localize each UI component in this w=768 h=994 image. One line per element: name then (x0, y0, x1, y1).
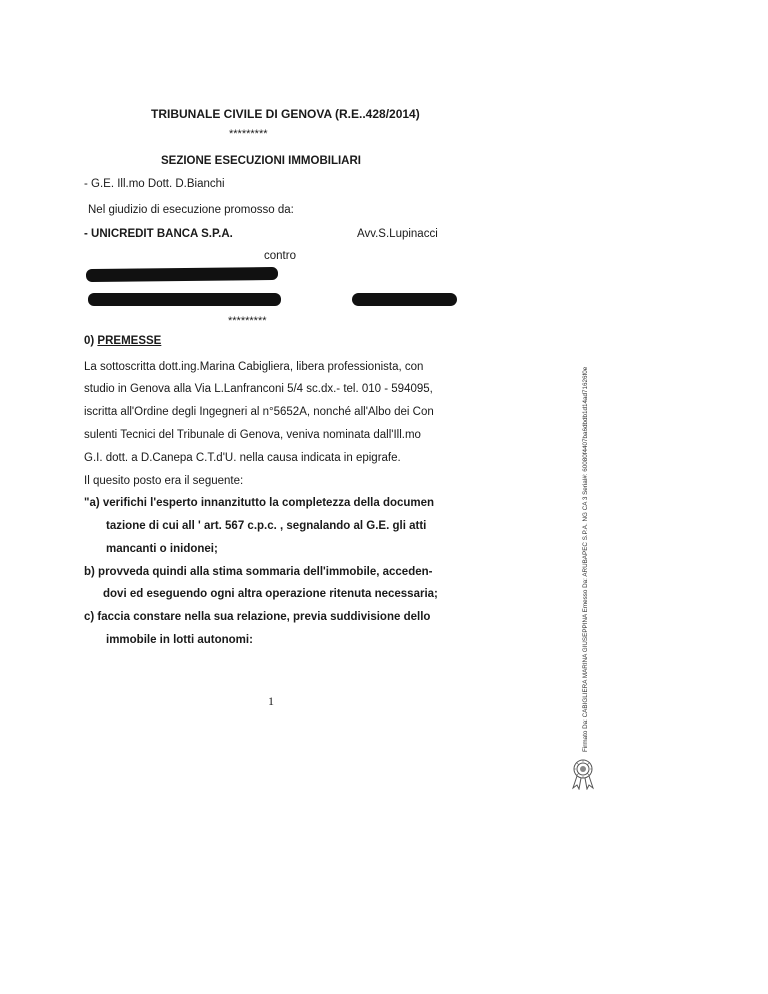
premesse-line: G.I. dott. a D.Canepa C.T.d'U. nella causa indicata in epigrafe. (84, 452, 401, 464)
premesse-line: La sottoscritta dott.ing.Marina Cabigliera, libera professionista, con (84, 361, 424, 373)
premesse-line: iscritta all'Ordine degli Ingegneri al n°5652A, nonché all'Albo dei Con (84, 406, 434, 418)
premesse-number: 0) (84, 335, 98, 347)
certification-seal-icon (568, 758, 598, 790)
premesse-heading-text: PREMESSE (97, 335, 162, 347)
quesito-line: tazione di cui all ' art. 567 c.p.c. , segnalando al G.E. gli atti (106, 520, 427, 532)
premesse-line: studio in Genova alla Via L.Lanfranconi 5/4 sc.dx.- tel. 010 - 594095, (84, 383, 433, 395)
page-number: 1 (268, 694, 274, 708)
premesse-line: sulenti Tecnici del Tribunale di Genova, veniva nominata dall'Ill.mo (84, 429, 421, 441)
judge-line: - G.E. Ill.mo Dott. D.Bianchi (84, 178, 225, 190)
separator-stars-bottom: ********* (228, 315, 267, 327)
quesito-line: immobile in lotti autonomi: (106, 634, 253, 646)
redaction-bar-2 (88, 293, 281, 306)
section-title: SEZIONE ESECUZIONI IMMOBILIARI (161, 155, 361, 167)
quesito-line: c) faccia constare nella sua relazione, previa suddivisione dello (84, 611, 431, 623)
contro-label: contro (264, 250, 296, 262)
quesito-line: b) provveda quindi alla stima sommaria dell'immobile, acceden- (84, 566, 433, 578)
quesito-line: mancanti o inidonei; (106, 543, 218, 555)
digital-signature-label: Firmato Da: CABIGLIERA MARINA GIUSEPPINA Emesso Da: ARUBAPEC S.P.A. NG CA 3 Serial#: 60080f4407ba6dbdb1d14ad71626f0e (582, 366, 589, 752)
quesito-line: "a) verifichi l'esperto innanzitutto la completezza della documen (84, 497, 435, 509)
premesse-heading (84, 335, 161, 347)
plaintiff-lawyer: Avv.S.Lupinacci (357, 228, 438, 240)
redaction-bar-1 (86, 267, 278, 282)
premesse-line: Il quesito posto era il seguente: (84, 475, 244, 487)
quesito-line: dovi ed eseguendo ogni altra operazione ritenuta necessaria; (103, 588, 438, 600)
separator-stars-top: ********* (229, 128, 268, 140)
redaction-bar-3 (352, 293, 457, 306)
document-title: TRIBUNALE CIVILE DI GENOVA (R.E..428/2014) (151, 107, 420, 121)
proceeding-line: Nel giudizio di esecuzione promosso da: (88, 204, 294, 216)
plaintiff-name: - UNICREDIT BANCA S.P.A. (84, 228, 233, 240)
